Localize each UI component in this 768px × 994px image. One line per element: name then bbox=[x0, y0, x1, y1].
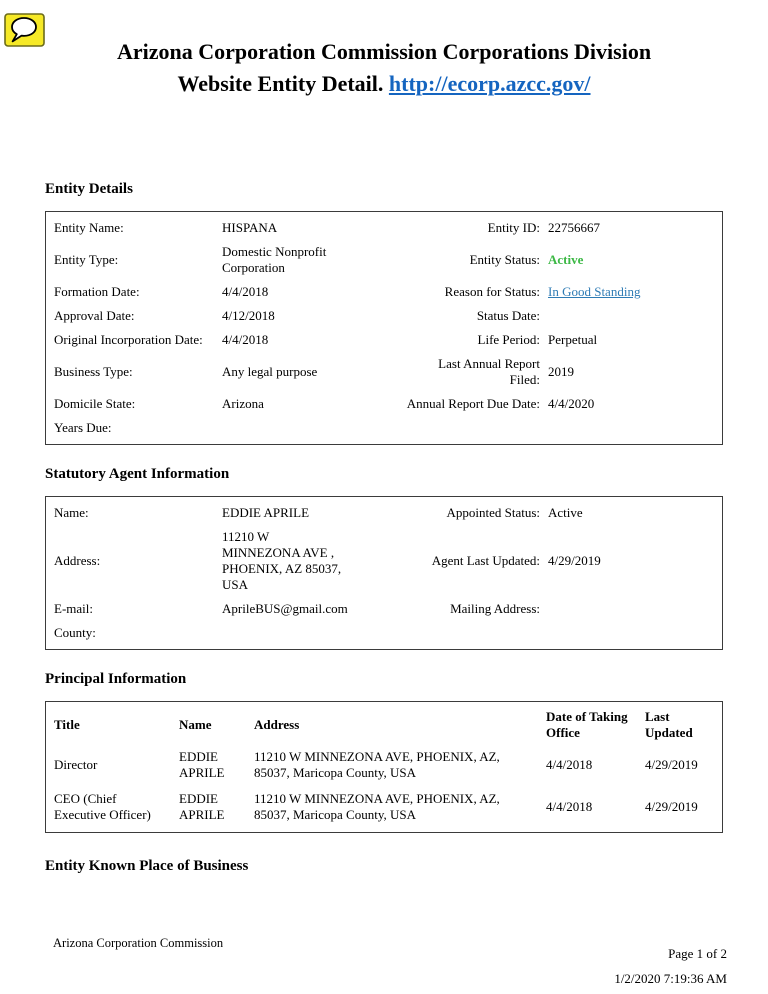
principal-date-of-taking-office: 4/4/2018 bbox=[546, 757, 593, 772]
principal-name: EDDIE APRILE bbox=[179, 749, 225, 780]
entity-details-row bbox=[54, 416, 714, 440]
ecorp-link[interactable]: http://ecorp.azcc.gov/ bbox=[388, 71, 591, 96]
field-value: EDDIE APRILE bbox=[222, 505, 310, 520]
field-value: 11210 W MINNEZONA AVE , PHOENIX, AZ 85037, USA bbox=[222, 529, 342, 592]
field-label: Formation Date: bbox=[54, 284, 140, 299]
page-title bbox=[45, 36, 723, 100]
field-label: County: bbox=[54, 625, 96, 640]
statutory-agent-box bbox=[45, 496, 723, 650]
comment-annotation-icon[interactable] bbox=[4, 13, 45, 48]
footer-page-number: Page 1 of 2 bbox=[668, 946, 727, 961]
table-row bbox=[54, 744, 714, 786]
principal-name: EDDIE APRILE bbox=[179, 791, 225, 822]
statutory-agent-row bbox=[54, 525, 714, 597]
field-label: Years Due: bbox=[54, 420, 112, 435]
column-header-address: Address bbox=[254, 717, 300, 732]
entity-details-row bbox=[54, 216, 714, 240]
column-header-name: Name bbox=[179, 717, 212, 732]
table-row bbox=[54, 786, 714, 828]
field-value: 4/4/2018 bbox=[222, 284, 269, 299]
document-content bbox=[45, 0, 723, 888]
footer-organization: Arizona Corporation Commission bbox=[53, 936, 224, 950]
principal-title: Director bbox=[54, 757, 98, 772]
field-value: 4/4/2018 bbox=[222, 332, 269, 347]
principal-last-updated: 4/29/2019 bbox=[645, 757, 698, 772]
field-value: Perpetual bbox=[548, 332, 598, 347]
field-label: Entity Status: bbox=[469, 252, 540, 267]
speech-bubble-icon bbox=[4, 13, 45, 48]
field-label: Approval Date: bbox=[54, 308, 135, 323]
entity-details-row bbox=[54, 240, 714, 280]
field-label: Original Incorporation Date: bbox=[54, 332, 203, 347]
field-value: 4/29/2019 bbox=[548, 553, 601, 568]
statutory-agent-row bbox=[54, 621, 714, 645]
column-header-date-of-taking-office: Date of Taking Office bbox=[546, 709, 628, 740]
column-header-title: Title bbox=[54, 717, 80, 732]
column-header-last-updated: Last Updated bbox=[645, 709, 693, 740]
principal-date-of-taking-office: 4/4/2018 bbox=[546, 799, 593, 814]
entity-details-row bbox=[54, 392, 714, 416]
field-value: Domestic Nonprofit Corporation bbox=[222, 244, 327, 275]
entity-details-row bbox=[54, 328, 714, 352]
entity-details-box bbox=[45, 211, 723, 445]
field-value: HISPANA bbox=[222, 220, 278, 235]
principal-title: CEO (Chief Executive Officer) bbox=[54, 791, 151, 822]
statutory-agent-row bbox=[54, 597, 714, 621]
page-title-line1: Arizona Corporation Commission Corporations Division bbox=[116, 39, 652, 64]
field-value: 22756667 bbox=[548, 220, 600, 235]
statutory-agent-heading: Statutory Agent Information bbox=[45, 466, 230, 482]
field-value: Active bbox=[548, 505, 583, 520]
field-label: Status Date: bbox=[476, 308, 540, 323]
entity-details-row bbox=[54, 352, 714, 392]
field-label: Appointed Status: bbox=[446, 505, 540, 520]
entity-details-row bbox=[54, 304, 714, 328]
principal-last-updated: 4/29/2019 bbox=[645, 799, 698, 814]
field-label: Address: bbox=[54, 553, 101, 568]
principal-address: 11210 W MINNEZONA AVE, PHOENIX, AZ, 85037, Maricopa County, USA bbox=[254, 749, 500, 780]
field-label: Domicile State: bbox=[54, 396, 136, 411]
field-value: Arizona bbox=[222, 396, 264, 411]
field-label: Agent Last Updated: bbox=[431, 553, 540, 568]
field-label: E-mail: bbox=[54, 601, 93, 616]
entity-details-heading: Entity Details bbox=[45, 181, 133, 197]
field-label: Business Type: bbox=[54, 364, 133, 379]
field-value: AprileBUS@gmail.com bbox=[222, 601, 348, 616]
field-label: Last Annual Report Filed: bbox=[438, 356, 540, 387]
statutory-agent-row bbox=[54, 501, 714, 525]
page-title-line2: Website Entity Detail. bbox=[177, 71, 384, 96]
table-header-row bbox=[54, 706, 714, 744]
entity-status-value: Active bbox=[548, 252, 584, 267]
principal-information-table bbox=[45, 701, 723, 833]
field-label: Entity Type: bbox=[54, 252, 119, 267]
field-label: Mailing Address: bbox=[450, 601, 540, 616]
field-label: Entity Name: bbox=[54, 220, 124, 235]
field-value: 4/12/2018 bbox=[222, 308, 275, 323]
principal-address: 11210 W MINNEZONA AVE, PHOENIX, AZ, 85037, Maricopa County, USA bbox=[254, 791, 500, 822]
field-value: 2019 bbox=[548, 364, 574, 379]
field-label: Reason for Status: bbox=[444, 284, 540, 299]
field-label: Annual Report Due Date: bbox=[406, 396, 540, 411]
field-label: Life Period: bbox=[477, 332, 540, 347]
entity-details-row bbox=[54, 280, 714, 304]
field-label: Entity ID: bbox=[487, 220, 540, 235]
field-value: Any legal purpose bbox=[222, 364, 318, 379]
field-label: Name: bbox=[54, 505, 89, 520]
known-place-heading: Entity Known Place of Business bbox=[45, 858, 249, 874]
footer-timestamp: 1/2/2020 7:19:36 AM bbox=[614, 971, 727, 986]
field-value: 4/4/2020 bbox=[548, 396, 595, 411]
reason-for-status-link[interactable]: In Good Standing bbox=[548, 284, 641, 299]
principal-information-heading: Principal Information bbox=[45, 671, 187, 687]
